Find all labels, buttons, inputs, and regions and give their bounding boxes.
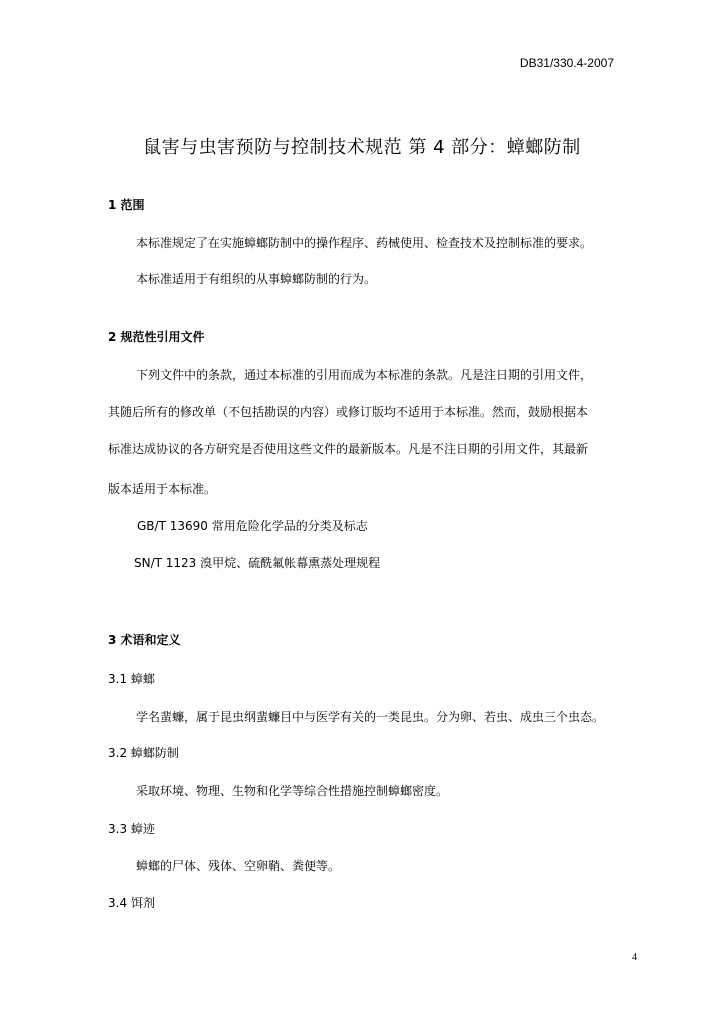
section-2-heading: 2 规范性引用文件 [108,330,205,344]
term-3-4-heading: 3.4 饵剂 [108,896,155,910]
document-title: 鼠害与虫害预防与控制技术规范 第 4 部分：蟑螂防制 [143,137,581,158]
section-2-line-1: 下列文件中的条款，通过本标准的引用而成为本标准的条款。凡是注日期的引用文件， [136,368,593,382]
section-1-paragraph-1: 本标准规定了在实施蟑螂防制中的操作程序、药械使用、检查技术及控制标准的要求。 [136,236,593,250]
document-code: DB31/330.4-2007 [519,56,614,70]
section-2-line-4: 版本适用于本标准。 [108,482,217,496]
term-3-2-heading: 3.2 蟑螂防制 [108,746,179,760]
term-3-1-definition: 学名蜚蠊，属于昆虫纲蜚蠊目中与医学有关的一类昆虫。分为卵、若虫、成虫三个虫态。 [136,710,605,724]
term-3-1-heading: 3.1 蟑螂 [108,672,155,686]
section-2-line-3: 标准达成协议的各方研究是否使用这些文件的最新版本。凡是不注日期的引用文件，其最新 [108,442,589,456]
reference-sn-t-1123: SN/T 1123 溴甲烷、硫酰氟帐幕熏蒸处理规程 [134,556,381,570]
term-3-2-definition: 采取环境、物理、生物和化学等综合性措施控制蟑螂密度。 [136,784,449,798]
term-3-3-heading: 3.3 蟑迹 [108,822,155,836]
section-2-line-2: 其随后所有的修改单（不包括勘误的内容）或修订版均不适用于本标准。然而，鼓励根据本 [108,405,589,419]
section-1-heading: 1 范围 [108,198,145,212]
term-3-3-definition: 蟑螂的尸体、残体、空卵鞘、粪便等。 [136,859,341,873]
section-3-heading: 3 术语和定义 [108,633,181,647]
reference-gb-t-13690: GB/T 13690 常用危险化学品的分类及标志 [137,519,368,533]
page-number: 4 [632,952,637,963]
section-1-paragraph-2: 本标准适用于有组织的从事蟑螂防制的行为。 [136,272,377,286]
